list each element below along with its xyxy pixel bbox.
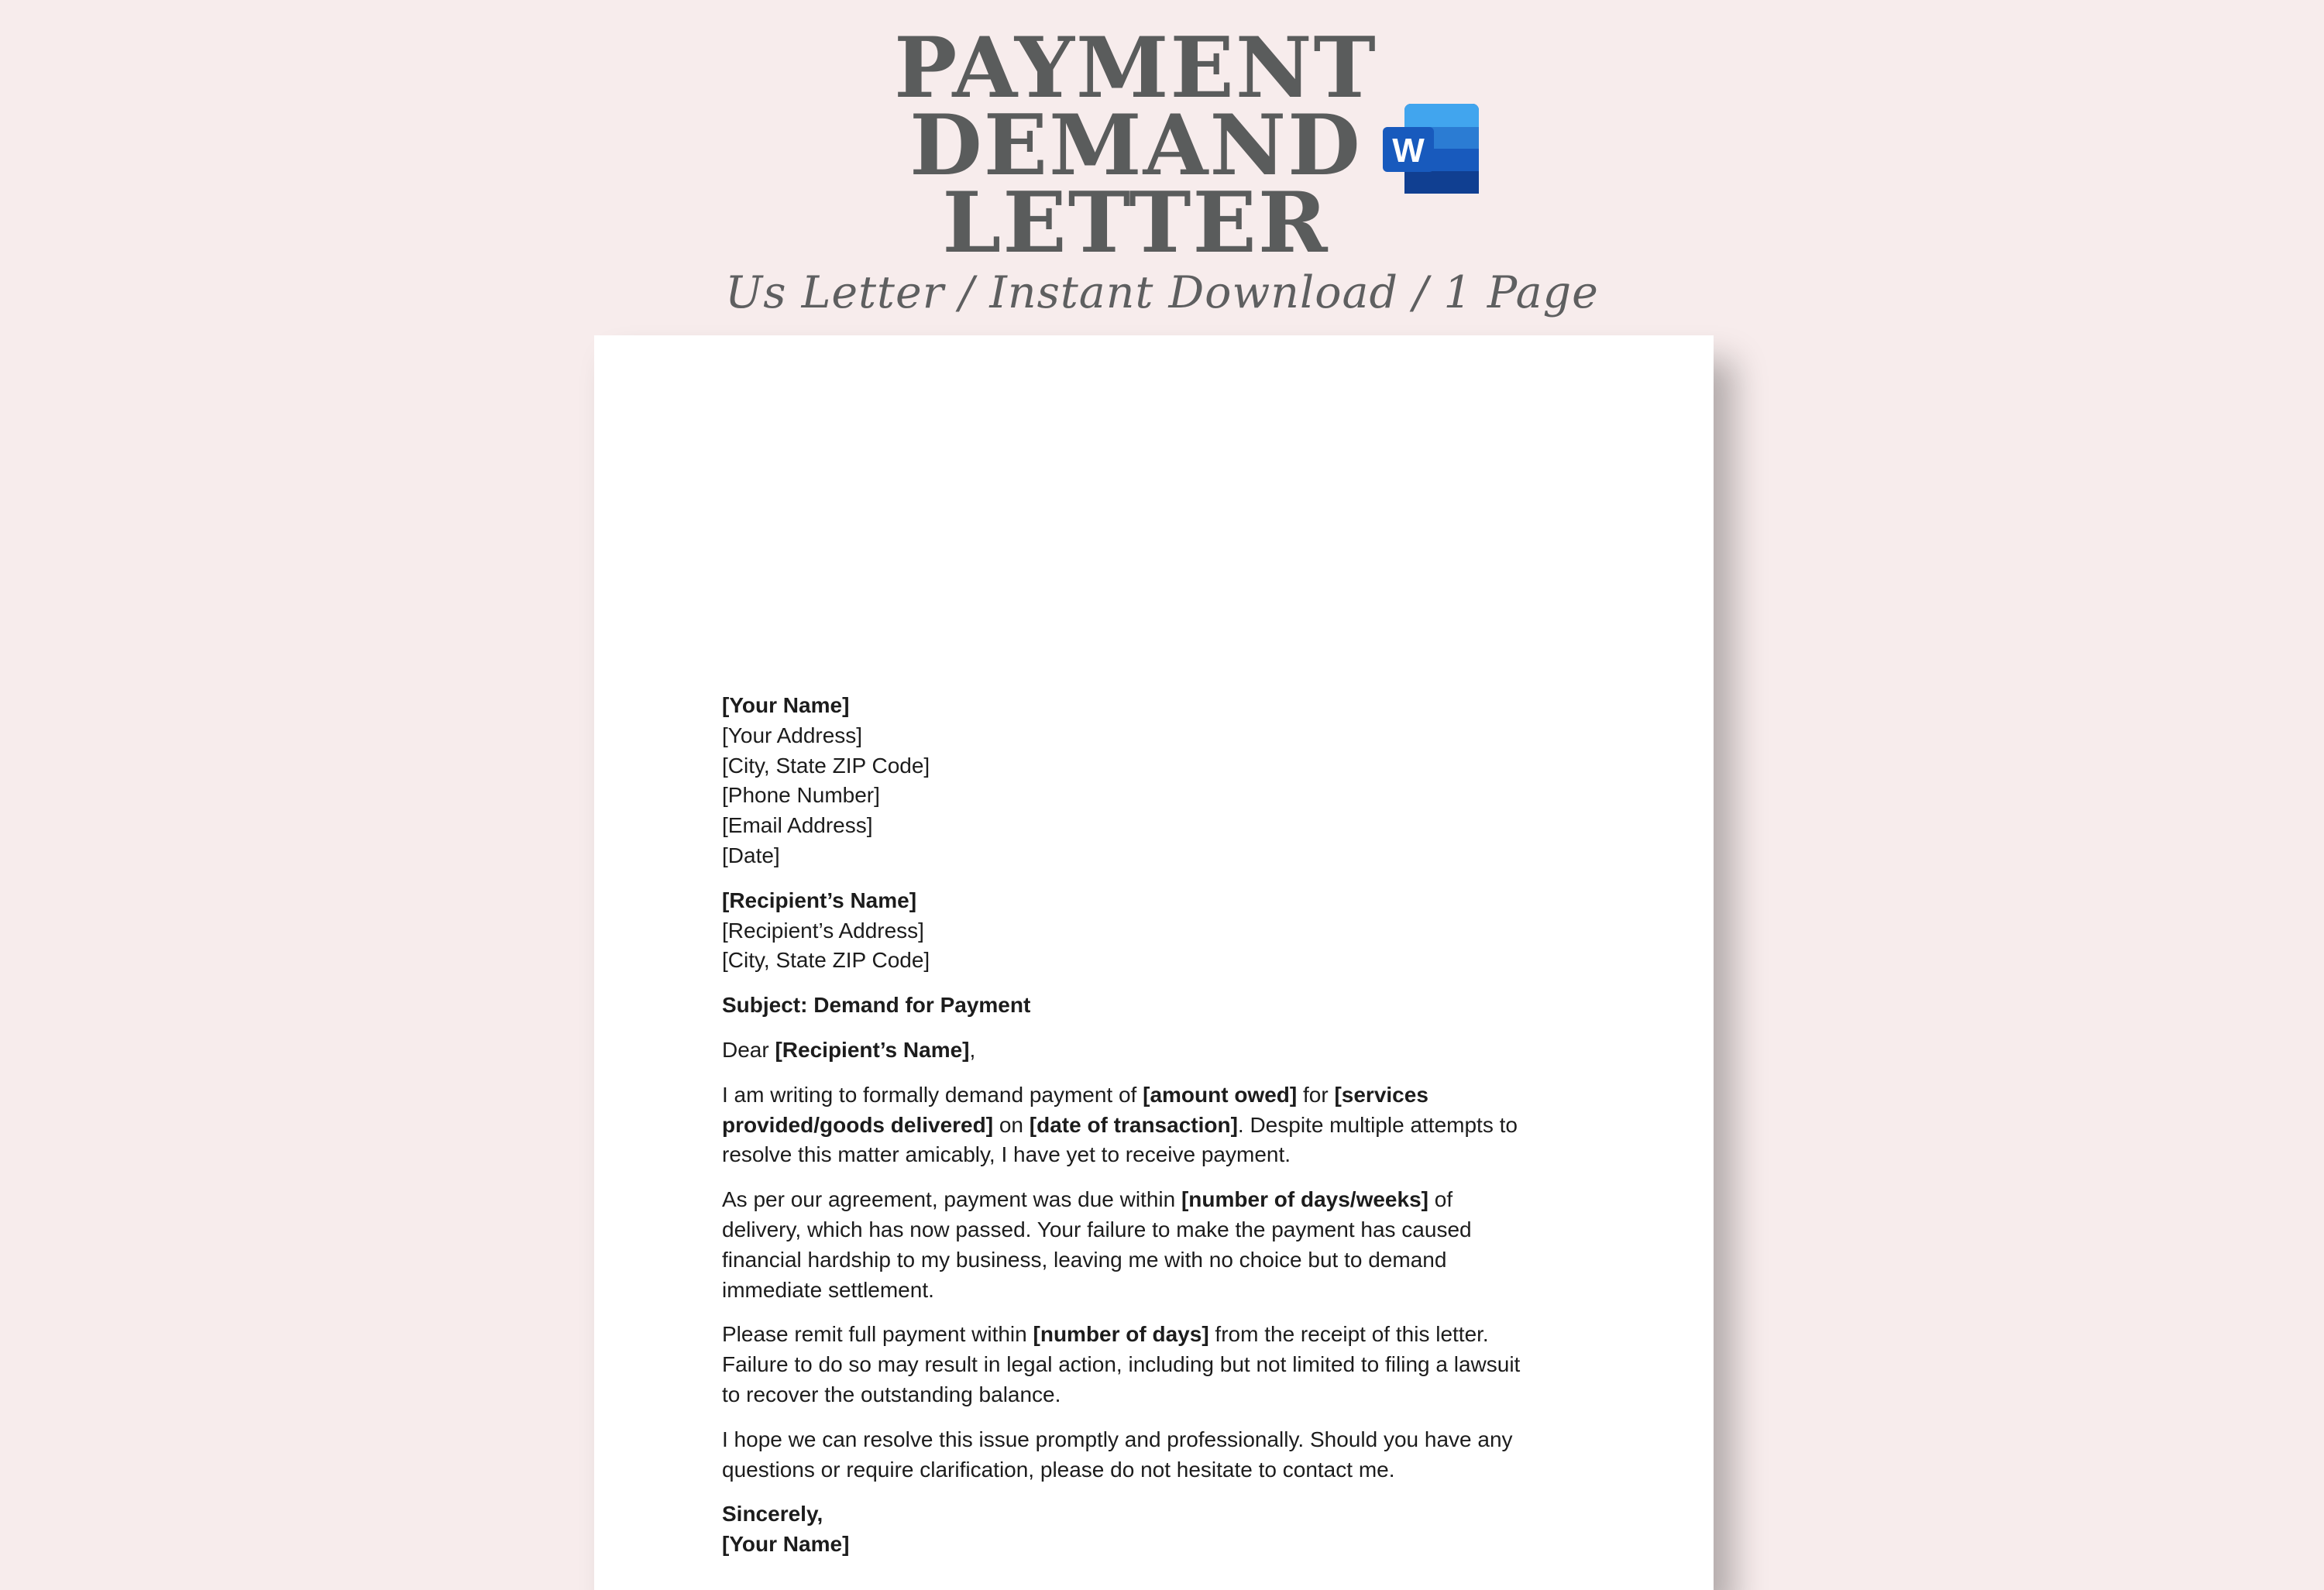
paragraph-2: As per our agreement, payment was due within [number of days/weeks] of delivery, which has now passed. Your failure to make the payment has caused financial hardship to my business, leaving me with no choice but to demand immediate settlement.	[722, 1187, 1472, 1302]
paragraph-1: I am writing to formally demand payment of [amount owed] for [services provided/goods delivered] on [date of transaction]. Despite multiple attempts to resolve this matter amicably, I have yet to receive payment.	[722, 1082, 1518, 1167]
sender-city: [City, State ZIP Code]	[722, 753, 930, 778]
page-title	[841, 19, 1430, 272]
recipient-name: [Recipient’s Name]	[722, 888, 917, 912]
sender-phone: [Phone Number]	[722, 783, 880, 808]
microsoft-word-icon	[1383, 104, 1480, 194]
paragraph-3: Please remit full payment within [number of days] from the receipt of this letter. Failure to do so may result in legal action, including but not limited to filing a lawsuit to recover the outstanding balance.	[722, 1322, 1521, 1406]
recipient-city: [City, State ZIP Code]	[722, 948, 930, 973]
title-line-2: DEMAND	[909, 97, 1362, 194]
page-subtitle: Us Letter / Instant Download / 1 Page	[725, 267, 1599, 318]
signature-name: [Your Name]	[722, 1532, 850, 1557]
word-icon-letter: W	[1392, 132, 1425, 170]
title-line-1: PAYMENT	[894, 19, 1377, 117]
letter-date: [Date]	[722, 843, 780, 867]
salutation: Dear [Recipient’s Name],	[722, 1037, 976, 1062]
sender-name: [Your Name]	[722, 693, 850, 717]
closing: Sincerely,	[722, 1502, 823, 1526]
title-line-3: LETTER	[942, 174, 1329, 272]
recipient-address: [Recipient’s Address]	[722, 918, 924, 943]
sender-address: [Your Address]	[722, 723, 863, 747]
letter-body	[722, 691, 1566, 1560]
paragraph-4: I hope we can resolve this issue promptly and professionally. Should you have any questions or require clarification, please do not hesitate to contact me.	[722, 1427, 1513, 1482]
letter-subject: Subject: Demand for Payment	[722, 993, 1031, 1018]
sender-email: [Email Address]	[722, 813, 873, 838]
